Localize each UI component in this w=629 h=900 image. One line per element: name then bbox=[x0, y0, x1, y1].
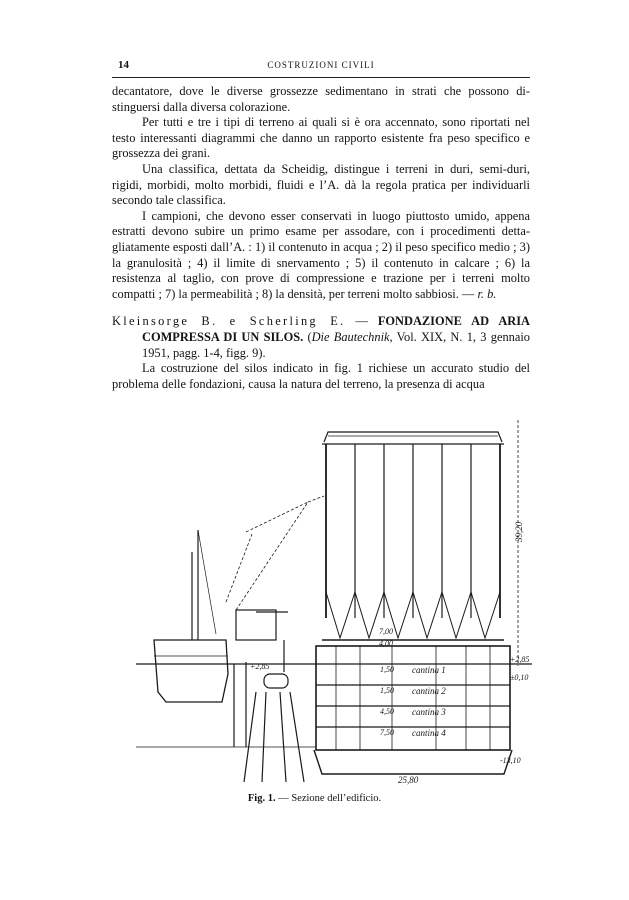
body-text bbox=[112, 84, 530, 392]
running-head: COSTRUZIONI CIVILI bbox=[267, 60, 375, 70]
reference-dash: — bbox=[345, 314, 378, 329]
cantina-label: cantina 1 bbox=[412, 665, 446, 675]
ship bbox=[154, 530, 228, 702]
bottom-level: -13,10 bbox=[500, 756, 521, 765]
level-label: 7,50 bbox=[380, 728, 394, 737]
ground-and-quay bbox=[136, 662, 532, 747]
figure-caption bbox=[0, 793, 629, 804]
cantina-label: cantina 4 bbox=[412, 728, 446, 738]
figure-silo-section bbox=[136, 402, 532, 792]
paragraph-4-signature: r. b. bbox=[477, 286, 497, 301]
section-gap bbox=[112, 302, 530, 314]
paragraph-5: La costruzione del silos indicato in fig. 1 richiese un accurato studio del problema delle fondazioni, causa la natura del terreno, la presenza di acqua bbox=[112, 361, 530, 391]
level-label: 1,50 bbox=[380, 686, 394, 695]
reference-details: Vol. XIX, N. 1, 3 gennaio 1951, pagg. 1-4, figg. 9). bbox=[142, 329, 530, 360]
crane-arm-dashed bbox=[226, 496, 324, 610]
level-label: 4,00 bbox=[379, 639, 393, 648]
paragraph-1: decantatore, dove le diverse grossezze sedimentano in strati che possono distinguersi dalla diversa colorazione. bbox=[112, 84, 530, 114]
silo-cells bbox=[322, 444, 504, 640]
caption-text: — Sezione dell’edificio. bbox=[275, 793, 382, 804]
reference-entry: Kleinsorge B. e Scherling E. — FONDAZIONE AD ARIA COMPRESSA DI UN SILOS. (Die Bautechnik, Vol. XIX, N. 1, 3 gennaio 1951, pagg. 1-4, figg. 9). bbox=[112, 314, 530, 360]
header-rule bbox=[112, 77, 530, 78]
paragraph-3: Una classifica, dettata da Scheidig, distingue i terreni in duri, semi-duri, rigidi, morbidi, molto morbidi, fluidi e l’A. dà la regola pratica per individuarli secondo tale classifica. bbox=[112, 161, 530, 208]
silo-roof bbox=[322, 432, 504, 444]
page-header bbox=[112, 57, 530, 73]
silo-section-drawing bbox=[136, 402, 532, 792]
level-label: 1,50 bbox=[380, 665, 394, 674]
reference-journal: Die Bautechnik, bbox=[311, 329, 393, 344]
paragraph-2: Per tutti e tre i tipi di terreno ai quali si è ora accennato, sono riportati nel testo interessanti diagrammi che danno un rapporto esistente fra peso specifico e grossezza dei grani. bbox=[112, 115, 530, 161]
right-level-top: +2,85 bbox=[510, 655, 530, 664]
cantina-label: cantina 3 bbox=[412, 707, 446, 717]
paragraph-4-text: I campioni, che devono esser conservati in luogo piuttosto umido, appena estratti devono subire un primo esame per assodare, con i procedimenti dettagliatamente esposti dall’A. : 1) il contenuto in acqua ; 2) il peso specifico medio ; 3) la granulosità ; 4) il limite di snervamento ; 5) il contenuto in calcare ; 6) la resistenza al taglio, con prove di compressione e trazione per i terreni molto compatti ; 7) la permeabilità ; 8) la densità, per terreni molto sabbiosi. — bbox=[112, 208, 530, 301]
reference-title: FONDAZIONE AD ARIA COMPRESSA DI UN SILOS. bbox=[142, 314, 530, 344]
page-number: 14 bbox=[118, 59, 129, 71]
width-label: 25,80 bbox=[398, 775, 419, 785]
cantina-labels bbox=[412, 665, 446, 738]
quay-level: +2,85 bbox=[250, 662, 270, 671]
reference-authors: Kleinsorge B. e Scherling E. bbox=[112, 314, 346, 329]
level-label: 4,50 bbox=[380, 707, 394, 716]
cantina-label: cantina 2 bbox=[412, 686, 446, 696]
dimension-labels bbox=[250, 521, 529, 785]
right-level-mid: ±0,10 bbox=[510, 673, 529, 682]
height-label: 39,20 bbox=[514, 521, 524, 542]
caption-label: Fig. 1. bbox=[247, 793, 276, 804]
paragraph-4 bbox=[112, 209, 530, 303]
level-label: 7,00 bbox=[379, 627, 393, 636]
